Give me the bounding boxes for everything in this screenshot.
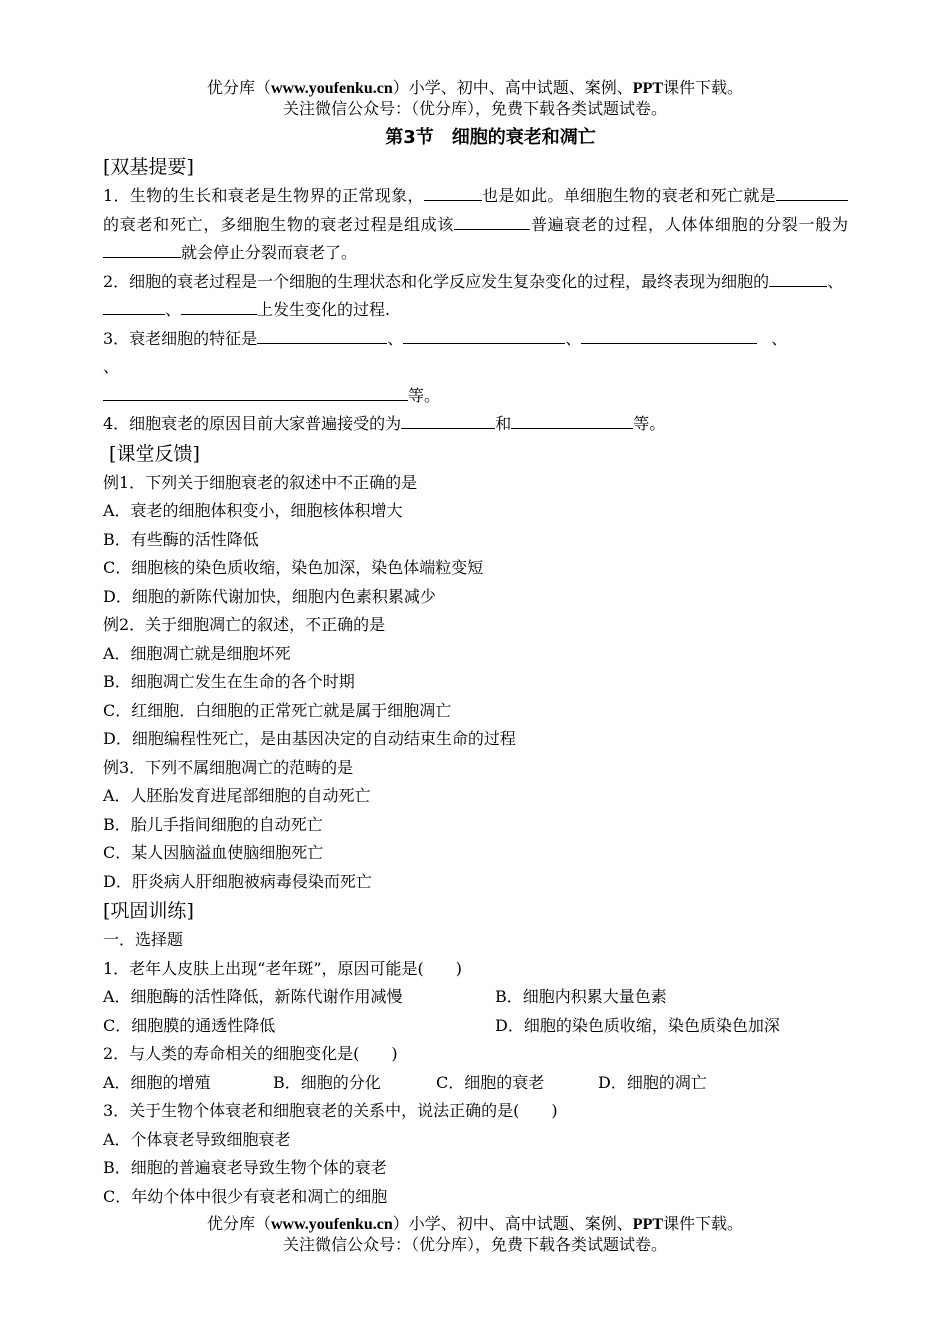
practice-question-2: 2．与人类的寿命相关的细胞变化是( ) bbox=[103, 1044, 398, 1063]
blank[interactable] bbox=[103, 298, 165, 315]
footer-line-2: 关注微信公众号：（优分库），免费下载各类试题试卷。 bbox=[282, 1235, 667, 1254]
site-url: www.youfenku.cn bbox=[270, 80, 393, 97]
practice-question-1: 1．老年人皮肤上出现“老年斑”，原因可能是( ) bbox=[103, 958, 463, 978]
option-d: D．细胞编程性死亡，是由基因决定的自动结束生命的过程 bbox=[103, 729, 516, 748]
blank[interactable] bbox=[776, 184, 848, 201]
option-b: B．细胞内积累大量色素 bbox=[495, 987, 667, 1006]
site-url: www.youfenku.cn bbox=[270, 1216, 393, 1233]
option-d: D．肝炎病人肝细胞被病毒侵染而死亡 bbox=[103, 871, 372, 891]
blank[interactable] bbox=[103, 241, 181, 258]
option-c: C．细胞核的染色质收缩，染色加深，染色体端粒变短 bbox=[103, 558, 484, 577]
option-c: C．年幼个体中很少有衰老和凋亡的细胞 bbox=[103, 1186, 388, 1206]
blank[interactable] bbox=[403, 327, 565, 344]
option-a: A．衰老的细胞体积变小，细胞核体积增大 bbox=[103, 501, 403, 520]
option-b: B．有些酶的活性降低 bbox=[103, 529, 259, 549]
option-a: A．个体衰老导致细胞衰老 bbox=[103, 1129, 291, 1149]
page-title: 第3节 细胞的衰老和凋亡 bbox=[385, 127, 596, 148]
fill-question-4: 4．细胞衰老的原因目前大家普遍接受的为 和 等。 bbox=[103, 414, 666, 433]
option-a: A．人胚胎发育进尾部细胞的自动死亡 bbox=[103, 786, 371, 805]
practice-q2-options bbox=[103, 1069, 848, 1098]
option-c: C．红细胞．白细胞的正常死亡就是属于细胞凋亡 bbox=[103, 700, 452, 720]
blank[interactable] bbox=[257, 327, 387, 344]
header-line-2: 关注微信公众号：（优分库），免费下载各类试题试卷。 bbox=[282, 99, 667, 118]
page-header bbox=[0, 78, 950, 119]
header-line-1: 优分库（www.youfenku.cn）小学、初中、高中试题、案例、PPT课件下载。 bbox=[206, 78, 744, 97]
blank[interactable] bbox=[401, 412, 495, 429]
option-a: A．细胞酶的活性降低，新陈代谢作用减慢 bbox=[103, 987, 403, 1006]
option-d: D．细胞的新陈代谢加快，细胞内色素积累减少 bbox=[103, 586, 436, 606]
fill-question-1: 1．生物的生长和衰老是生物界的正常现象， 也是如此。单细胞生物的衰老和死亡就是的衰老和死亡，多细胞生物的衰老过程是组成该 普遍衰老的过程，人体体细胞的分裂一般为就会停止分裂而衰老了。 bbox=[103, 186, 848, 262]
blank[interactable] bbox=[103, 384, 408, 401]
example-1 bbox=[103, 469, 848, 612]
blank[interactable] bbox=[511, 412, 633, 429]
page-footer bbox=[0, 1214, 950, 1255]
blank[interactable] bbox=[454, 213, 530, 230]
example-2 bbox=[103, 611, 848, 754]
section-heading-feedback: [课堂反馈] bbox=[103, 442, 200, 465]
practice-part-label: 一．选择题 bbox=[103, 930, 184, 949]
option-b: B．胎儿手指间细胞的自动死亡 bbox=[103, 814, 323, 834]
option-c: C．细胞膜的通透性降低 bbox=[103, 1015, 276, 1035]
option-a: A．细胞凋亡就是细胞坏死 bbox=[103, 643, 291, 663]
section-heading-basics: [双基提要] bbox=[103, 156, 194, 178]
option-b: B．细胞的普遍衰老导致生物个体的衰老 bbox=[103, 1158, 387, 1177]
option-d: D．细胞的凋亡 bbox=[598, 1072, 707, 1092]
footer-line-1: 优分库（www.youfenku.cn）小学、初中、高中试题、案例、PPT课件下载。 bbox=[206, 1214, 744, 1233]
blank[interactable] bbox=[181, 298, 257, 315]
example-stem: 例2．关于细胞凋亡的叙述，不正确的是 bbox=[103, 615, 386, 634]
option-c: C．细胞的衰老 bbox=[436, 1072, 545, 1092]
option-d: D．细胞的染色质收缩，染色质染色加深 bbox=[495, 1015, 780, 1035]
blank[interactable] bbox=[424, 184, 482, 201]
example-3 bbox=[103, 754, 848, 897]
practice-q1-options-row-1 bbox=[103, 983, 848, 1012]
fill-question-3: 3．衰老细胞的特征是 、 、 、 、 等。 bbox=[103, 328, 788, 405]
section-heading-practice: [巩固训练] bbox=[103, 900, 194, 922]
fill-question-2: 2．细胞的衰老过程是一个细胞的生理状态和化学反应发生复杂变化的过程，最终表现为细胞的 、、 上发生变化的过程. bbox=[103, 271, 844, 319]
practice-q1-options-row-2 bbox=[103, 1012, 848, 1041]
practice-question-3: 3．关于生物个体衰老和细胞衰老的关系中，说法正确的是( ) bbox=[103, 1101, 558, 1120]
blank[interactable] bbox=[769, 270, 827, 287]
option-a: A．细胞的增殖 bbox=[103, 1072, 211, 1092]
option-b: B．细胞的分化 bbox=[273, 1072, 381, 1092]
example-stem: 例3．下列不属细胞凋亡的范畴的是 bbox=[103, 757, 354, 777]
option-c: C．某人因脑溢血使脑细胞死亡 bbox=[103, 843, 324, 862]
example-stem: 例1．下列关于细胞衰老的叙述中不正确的是 bbox=[103, 472, 418, 492]
option-b: B．细胞凋亡发生在生命的各个时期 bbox=[103, 672, 355, 691]
worksheet-body bbox=[103, 124, 848, 1211]
blank[interactable] bbox=[581, 327, 757, 344]
